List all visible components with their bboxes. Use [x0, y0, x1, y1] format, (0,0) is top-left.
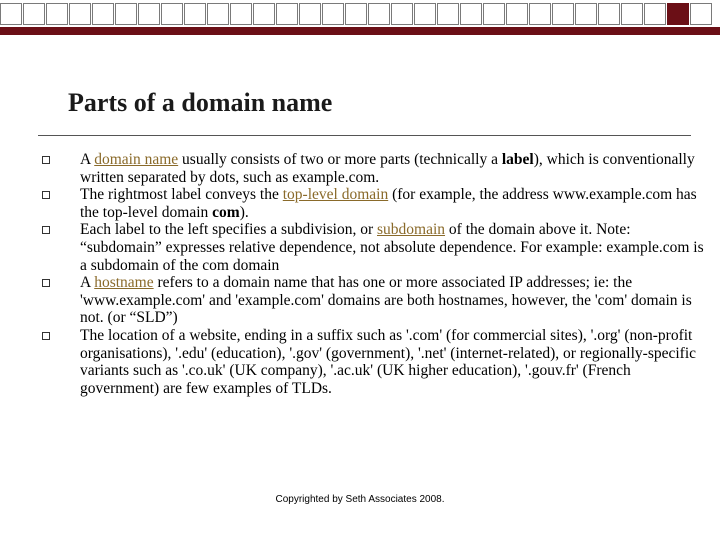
term-link[interactable]: subdomain — [377, 221, 446, 239]
deco-square — [0, 3, 22, 25]
bullet-item — [40, 186, 710, 221]
term-link[interactable]: domain name — [94, 151, 179, 168]
bullet-text: A — [80, 274, 95, 292]
deco-square — [391, 3, 413, 25]
deco-square — [483, 3, 505, 25]
deco-square — [92, 3, 114, 25]
bullet-item — [40, 274, 710, 327]
deco-square — [644, 3, 666, 25]
deco-square — [207, 3, 229, 25]
deco-square — [437, 3, 459, 25]
deco-square — [575, 3, 597, 25]
deco-square — [46, 3, 68, 25]
deco-square — [460, 3, 482, 25]
deco-square — [161, 3, 183, 25]
deco-square — [368, 3, 390, 25]
bullet-text: (for example, the address www.example.com has the top-level domain — [80, 186, 697, 221]
square-bullet-icon — [42, 332, 50, 340]
bullet-item — [40, 221, 710, 274]
deco-square — [506, 3, 528, 25]
deco-square — [276, 3, 298, 25]
bullet-list — [40, 151, 710, 397]
square-bullet-icon — [42, 156, 50, 164]
deco-square — [299, 3, 321, 25]
bullet-text: Each label to the left specifies a subdivision, or — [80, 221, 377, 239]
deco-square — [529, 3, 551, 25]
deco-square — [138, 3, 160, 25]
bullet-text: ), which is conventionally written separated by dots, such as example.com. — [80, 151, 695, 186]
bullet-text: usually consists of two or more parts (technically a — [178, 151, 502, 168]
square-bullet-icon — [42, 279, 50, 287]
term-link[interactable]: hostname — [94, 274, 154, 292]
term-link[interactable]: top-level domain — [282, 186, 389, 204]
deco-square — [690, 3, 712, 25]
deco-square — [322, 3, 344, 25]
top-accent-bar — [0, 27, 720, 35]
slide-title: Parts of a domain name — [68, 88, 333, 117]
deco-square-accent — [667, 3, 689, 25]
deco-square — [621, 3, 643, 25]
bullet-text: of the domain above it. Note: “subdomain” expresses relative dependence, not absolute dependence. For example: example.com is a subdomain of the com domain — [80, 221, 704, 274]
deco-square — [230, 3, 252, 25]
deco-square — [253, 3, 275, 25]
deco-square — [23, 3, 45, 25]
title-divider — [38, 135, 691, 136]
bullet-item — [40, 151, 710, 186]
deco-square — [552, 3, 574, 25]
bullet-text: ). — [239, 203, 249, 221]
deco-square — [115, 3, 137, 25]
bullet-text: The location of a website, ending in a suffix such as '.com' (for commercial sites), '.org' (non-profit organisations), '.edu' (education), '.gov' (government), '.net' (internet-related), or regionally-specific variants such as '.co.uk' (UK company), '.ac.uk' (UK higher education), '.gouv.fr' (French government) are few examples of TLDs. — [80, 326, 697, 397]
square-bullet-icon — [42, 226, 50, 234]
copyright-footer: Copyrighted by Seth Associates 2008. — [275, 494, 445, 505]
bullet-text: refers to a domain name that has one or more associated IP addresses; ie: the 'www.example.com' and 'example.com' domains are both hostnames, however, the 'com' domain is not. (or “SLD”) — [80, 274, 692, 327]
deco-square — [414, 3, 436, 25]
bold-term: label — [501, 151, 534, 168]
decorative-squares — [0, 3, 713, 27]
deco-square — [184, 3, 206, 25]
deco-square — [69, 3, 91, 25]
deco-square — [345, 3, 367, 25]
square-bullet-icon — [42, 191, 50, 199]
bullet-item — [40, 327, 710, 397]
bullet-text: A — [80, 151, 95, 168]
top-decoration — [0, 0, 720, 35]
deco-square — [598, 3, 620, 25]
bullet-text: The rightmost label conveys the — [80, 186, 283, 204]
bold-term: com — [212, 203, 240, 221]
